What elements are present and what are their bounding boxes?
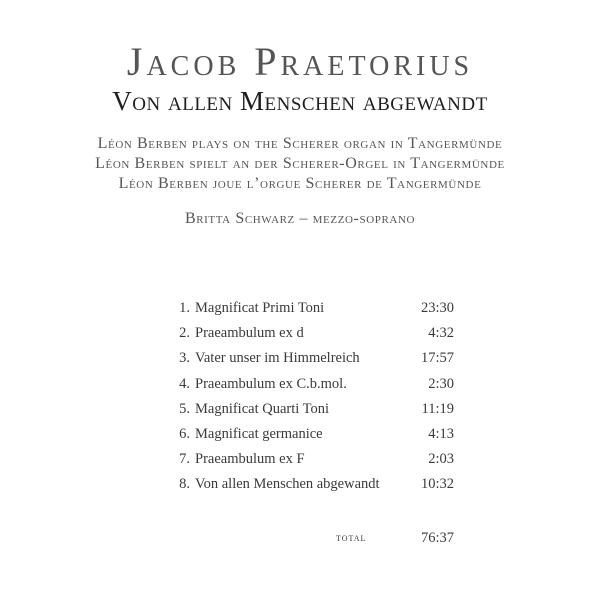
track-title: Praeambulum ex C.b.mol. xyxy=(195,375,347,392)
track-row xyxy=(166,474,462,499)
track-duration: 4:32 xyxy=(428,325,454,342)
performer-credits xyxy=(0,134,600,194)
track-number: 3. xyxy=(179,350,190,367)
track-duration: 2:30 xyxy=(428,375,454,392)
track-title: Praeambulum ex d xyxy=(195,325,304,342)
track-row xyxy=(166,298,462,323)
track-duration: 11:19 xyxy=(421,400,454,417)
track-row xyxy=(166,323,462,348)
track-title: Magnificat Quarti Toni xyxy=(195,400,330,417)
track-list xyxy=(166,298,462,500)
track-duration: 10:32 xyxy=(420,476,454,493)
soloist-credit: Britta Schwarz – mezzo-soprano xyxy=(184,210,416,227)
track-number: 2. xyxy=(179,325,190,342)
track-row xyxy=(166,374,462,399)
track-number: 4. xyxy=(179,375,190,392)
track-duration: 4:13 xyxy=(428,425,454,442)
track-title: Praeambulum ex F xyxy=(195,451,305,468)
credit-line-german: Léon Berben spielt an der Scherer-Orgel in Tangermünde xyxy=(95,155,505,172)
track-duration: 23:30 xyxy=(420,300,454,316)
credit-line-english: Léon Berben plays on the Scherer organ in Tangermünde xyxy=(97,135,503,152)
track-row xyxy=(166,348,462,373)
track-duration: 17:57 xyxy=(420,350,454,367)
track-title: Vater unser im Himmelreich xyxy=(195,350,360,367)
track-duration: 2:03 xyxy=(428,451,454,468)
track-title: Von allen Menschen abgewandt xyxy=(195,476,380,493)
track-title: Magnificat germanice xyxy=(195,425,323,442)
track-row xyxy=(166,449,462,474)
total-label: total xyxy=(336,532,367,544)
track-row xyxy=(166,424,462,449)
track-number: 8. xyxy=(179,476,190,493)
composer-name: Jacob Praetorius xyxy=(126,39,474,84)
album-title: Von allen Menschen abgewandt xyxy=(112,86,488,116)
track-number: 6. xyxy=(179,425,190,442)
track-title: Magnificat Primi Toni xyxy=(195,300,325,316)
total-duration-row xyxy=(300,530,454,550)
credit-line-french: Léon Berben joue l’orgue Scherer de Tangermünde xyxy=(118,175,482,192)
track-row xyxy=(166,399,462,424)
track-number: 1. xyxy=(179,300,190,316)
track-number: 7. xyxy=(179,451,190,468)
track-number: 5. xyxy=(179,400,190,417)
total-duration: 76:37 xyxy=(420,530,454,546)
